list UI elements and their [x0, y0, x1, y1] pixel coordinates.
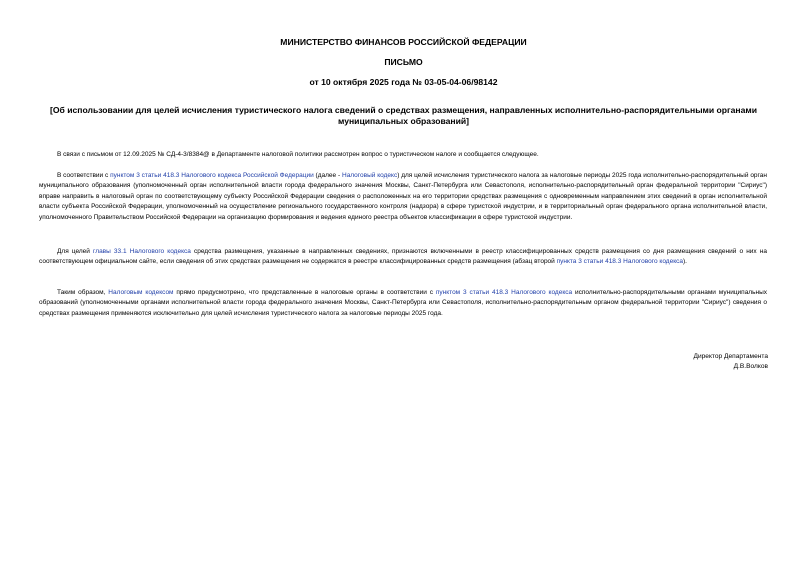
- paragraph-3: [39, 247, 767, 268]
- signature-name: Д.В.Волков: [733, 363, 768, 370]
- paragraph-1-text: В связи с письмом от 12.09.2025 № СД-4-3/8384@ в Департаменте налоговой политики рассмотрен вопрос о туристическом налоге и сообщается следующее.: [57, 151, 539, 158]
- paragraph-4-text-2: прямо предусмотрено, что представленные в налоговые органы в соответствии с: [173, 289, 436, 296]
- paragraph-2-text-3: ) для целей исчисления туристического налога за налоговые периоды 2025 года исполнительно-распорядительный орган муниципального образования (уполномоченный орган исполнительной власти города федерального значения Москвы, Санкт-Петербурга или Севастополя, исполнительно-распорядительный орган федеральной территории "Сириус") вправе направить в налоговый орган по соответствующему субъекту Российской Федерации сведения о расположенных на его территории средствах размещения с одновременным направлением этих сведений в орган исполнительной власти субъекта Российской Федерации, уполномоченный на осуществление регионального государственного контроля (надзора) в сфере туристской индустрии, и в территориальный орган федерального органа исполнительной власти, уполномоченного Правительством Российской Федерации на организацию формирования и ведения единого реестра объектов классификации в сфере туристской индустрии.: [39, 172, 767, 221]
- link-tax-code[interactable]: Налоговый кодекс: [342, 172, 398, 179]
- link-clause-3-art-418-3-2[interactable]: пунктом 3 статьи 418.3 Налогового кодекса: [435, 289, 573, 296]
- signature-position: Директор Департамента: [693, 353, 768, 360]
- paragraph-3-text-2: средства размещения, указанные в направленных сведениях, признаются включенными в реестр классифицированных средств размещения со дня размещения сведений о них на соответствующем официальном сайте, если сведения об этих средствах размещения не содержатся в реестре классифицированных средств размещения (абзац второй: [39, 248, 767, 266]
- document-type: ПИСЬМО: [384, 57, 423, 67]
- link-clause-3-art-418-3[interactable]: пункта 3 статьи 418.3 Налогового кодекса: [556, 258, 684, 266]
- paragraph-4: [39, 288, 767, 319]
- link-tax-code-2[interactable]: Налоговым кодексом: [108, 289, 174, 296]
- paragraph-2-text-1: В соответствии с: [57, 172, 111, 179]
- document-title: [Об использовании для целей исчисления туристического налога сведений о средствах размещения, направленных исполнительно-распорядительными органами муниципальных образований]: [49, 105, 758, 126]
- paragraph-2-text-2: (далее -: [313, 172, 342, 179]
- paragraph-3-text-3: ).: [683, 258, 687, 266]
- ministry-heading: МИНИСТЕРСТВО ФИНАНСОВ РОССИЙСКОЙ ФЕДЕРАЦИИ: [280, 37, 527, 47]
- paragraph-2: [39, 171, 767, 223]
- paragraph-3-text-1: Для целей: [57, 248, 94, 255]
- document-date-number: от 10 октября 2025 года № 03-05-04-06/98142: [309, 77, 498, 87]
- paragraph-4-text-1: Таким образом,: [57, 289, 109, 296]
- link-chapter-33-1[interactable]: главы 33.1 Налогового кодекса: [93, 248, 191, 255]
- link-tax-code-art-418-3[interactable]: пунктом 3 статьи 418.3 Налогового кодекса Российской Федерации: [110, 172, 314, 179]
- paragraph-1: [39, 150, 767, 160]
- paragraph-4-text-3: исполнительно-распорядительными органами муниципальных образований (уполномоченными органами исполнительной власти города федерального значения Москвы, Санкт-Петербурга или Севастополя, исполнительно-распорядительным органом федеральной территории "Сириус") сведения о средствах размещения применяются исключительно для целей исчисления туристического налога за налоговые периоды 2025 года.: [39, 289, 767, 317]
